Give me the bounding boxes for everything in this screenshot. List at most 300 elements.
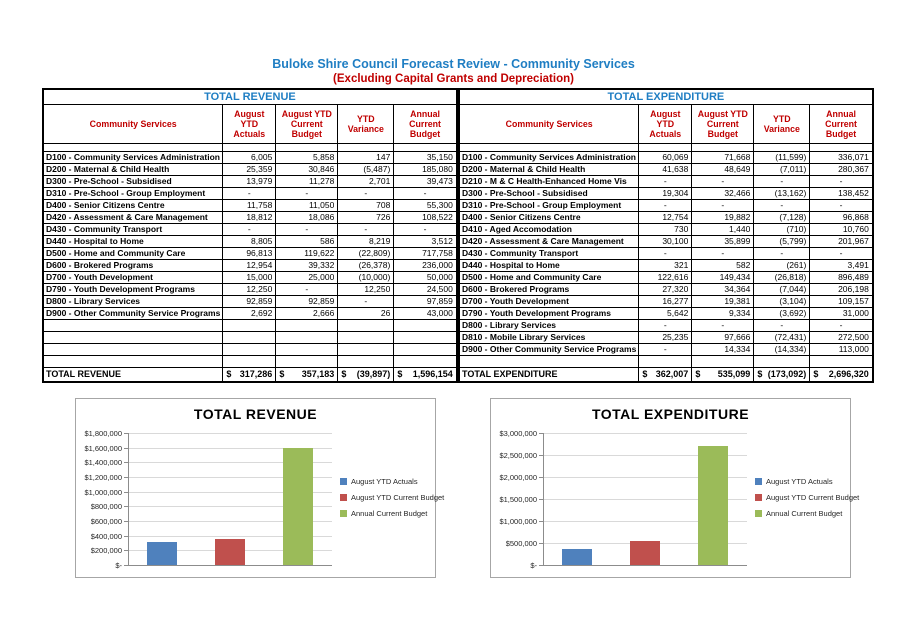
empty-cell bbox=[459, 356, 639, 368]
bar-august-ytd-current-budget bbox=[630, 541, 660, 565]
value-cell: 272,500 bbox=[810, 332, 873, 344]
value-cell: - bbox=[692, 320, 754, 332]
y-axis-tick-label: $800,000 bbox=[90, 502, 122, 512]
section-title-row bbox=[459, 89, 873, 105]
value-cell: 14,334 bbox=[692, 344, 754, 356]
table-row bbox=[459, 308, 873, 320]
spacer-cell bbox=[692, 144, 754, 152]
spacer-cell bbox=[754, 144, 810, 152]
column-header: Community Services bbox=[459, 105, 639, 144]
empty-row bbox=[43, 356, 457, 368]
value-cell: 35,150 bbox=[394, 152, 457, 164]
gridline bbox=[128, 433, 332, 434]
section-title-row bbox=[43, 89, 457, 105]
value-cell: - bbox=[639, 248, 692, 260]
value-cell: 122,616 bbox=[639, 272, 692, 284]
spacer-row bbox=[43, 144, 457, 152]
value-cell: 9,334 bbox=[692, 308, 754, 320]
row-label: D430 - Community Transport bbox=[459, 248, 639, 260]
value-cell: 26 bbox=[338, 308, 394, 320]
value-cell: 3,512 bbox=[394, 236, 457, 248]
empty-cell bbox=[43, 332, 223, 344]
empty-row bbox=[459, 356, 873, 368]
empty-cell bbox=[276, 344, 338, 356]
value-cell: 896,489 bbox=[810, 272, 873, 284]
value-cell: 108,522 bbox=[394, 212, 457, 224]
table-row bbox=[459, 260, 873, 272]
value-cell: 119,622 bbox=[276, 248, 338, 260]
table-row bbox=[43, 152, 457, 164]
row-label: D440 - Hospital to Home bbox=[459, 260, 639, 272]
total-value-cell bbox=[223, 368, 276, 383]
row-label: D790 - Youth Development Programs bbox=[43, 284, 223, 296]
empty-cell bbox=[276, 332, 338, 344]
empty-cell bbox=[223, 320, 276, 332]
value-cell: 16,277 bbox=[639, 296, 692, 308]
table-row bbox=[459, 200, 873, 212]
column-header: YTD Variance bbox=[754, 105, 810, 144]
empty-cell bbox=[394, 320, 457, 332]
row-label: D800 - Library Services bbox=[43, 296, 223, 308]
table-row bbox=[43, 200, 457, 212]
value-cell: 6,005 bbox=[223, 152, 276, 164]
empty-cell bbox=[338, 320, 394, 332]
row-label: D600 - Brokered Programs bbox=[459, 284, 639, 296]
legend-item bbox=[340, 477, 444, 486]
bar-august-ytd-actuals bbox=[562, 549, 592, 565]
value-cell: 19,304 bbox=[639, 188, 692, 200]
currency-symbol: $ bbox=[695, 369, 701, 379]
value-cell: - bbox=[692, 176, 754, 188]
table-row bbox=[459, 152, 873, 164]
table-row bbox=[43, 224, 457, 236]
table-row bbox=[459, 320, 873, 332]
table-row bbox=[459, 272, 873, 284]
value-cell: (261) bbox=[754, 260, 810, 272]
value-cell: (7,044) bbox=[754, 284, 810, 296]
table-row bbox=[459, 344, 873, 356]
expenditure-table bbox=[458, 88, 874, 383]
empty-cell bbox=[338, 356, 394, 368]
value-cell: - bbox=[394, 224, 457, 236]
table-row bbox=[459, 188, 873, 200]
spacer-cell bbox=[43, 144, 223, 152]
bar-august-ytd-current-budget bbox=[215, 539, 245, 565]
empty-cell bbox=[338, 332, 394, 344]
value-cell: (7,011) bbox=[754, 164, 810, 176]
value-cell: - bbox=[639, 176, 692, 188]
empty-cell bbox=[394, 332, 457, 344]
value-cell: 206,198 bbox=[810, 284, 873, 296]
value-cell: 280,367 bbox=[810, 164, 873, 176]
value-cell: 30,846 bbox=[276, 164, 338, 176]
y-axis-tick-label: $600,000 bbox=[90, 517, 122, 526]
value-cell: 12,754 bbox=[639, 212, 692, 224]
row-label: D440 - Hospital to Home bbox=[43, 236, 223, 248]
row-label: D420 - Assessment & Care Management bbox=[459, 236, 639, 248]
report-title: Buloke Shire Council Forecast Review - Community Services bbox=[272, 57, 635, 71]
legend-label: August YTD Current Budget bbox=[351, 492, 445, 502]
value-cell: 336,071 bbox=[810, 152, 873, 164]
value-cell: - bbox=[223, 224, 276, 236]
value-cell: 55,300 bbox=[394, 200, 457, 212]
table-row bbox=[43, 164, 457, 176]
column-header: August YTD Current Budget bbox=[276, 105, 338, 144]
empty-cell bbox=[338, 344, 394, 356]
value-cell: 8,219 bbox=[338, 236, 394, 248]
y-axis-tick-label: $- bbox=[530, 561, 537, 570]
empty-row bbox=[43, 332, 457, 344]
section-title: TOTAL REVENUE bbox=[43, 89, 457, 105]
total-label: TOTAL EXPENDITURE bbox=[459, 368, 639, 383]
value-cell: 27,320 bbox=[639, 284, 692, 296]
value-cell: 1,440 bbox=[692, 224, 754, 236]
table-row bbox=[459, 248, 873, 260]
empty-cell bbox=[639, 356, 692, 368]
value-cell: (710) bbox=[754, 224, 810, 236]
total-value: 317,286 bbox=[239, 369, 273, 379]
currency-symbol: $ bbox=[757, 369, 763, 379]
y-axis-tick-label: $500,000 bbox=[505, 539, 537, 548]
spacer-cell bbox=[223, 144, 276, 152]
revenue-chart bbox=[75, 398, 445, 578]
value-cell: 3,491 bbox=[810, 260, 873, 272]
value-cell: 24,500 bbox=[394, 284, 457, 296]
empty-cell bbox=[276, 356, 338, 368]
currency-symbol: $ bbox=[642, 369, 648, 379]
empty-cell bbox=[223, 344, 276, 356]
legend-label: August YTD Current Budget bbox=[766, 492, 860, 502]
spacer-cell bbox=[394, 144, 457, 152]
table-row bbox=[43, 308, 457, 320]
expenditure-chart bbox=[490, 398, 860, 578]
value-cell: - bbox=[394, 188, 457, 200]
value-cell: 71,668 bbox=[692, 152, 754, 164]
value-cell: 708 bbox=[338, 200, 394, 212]
value-cell: 586 bbox=[276, 236, 338, 248]
value-cell: - bbox=[810, 200, 873, 212]
table-row bbox=[459, 284, 873, 296]
total-value-cell bbox=[639, 368, 692, 383]
row-label: D310 - Pre-School - Group Employment bbox=[459, 200, 639, 212]
value-cell: 25,000 bbox=[276, 272, 338, 284]
y-axis-tick-label: $2,500,000 bbox=[499, 451, 537, 460]
row-label: D200 - Maternal & Child Health bbox=[43, 164, 223, 176]
row-label: D100 - Community Services Administration bbox=[43, 152, 223, 164]
value-cell: - bbox=[639, 320, 692, 332]
value-cell: 12,250 bbox=[223, 284, 276, 296]
value-cell: 18,086 bbox=[276, 212, 338, 224]
table-row bbox=[459, 296, 873, 308]
table-row bbox=[459, 236, 873, 248]
section-title: TOTAL EXPENDITURE bbox=[459, 89, 873, 105]
gridline bbox=[543, 433, 747, 434]
chart-legend bbox=[340, 477, 444, 518]
y-axis-tick-label: $3,000,000 bbox=[499, 429, 537, 438]
empty-cell bbox=[394, 344, 457, 356]
table-row bbox=[43, 248, 457, 260]
total-value: 1,596,154 bbox=[412, 369, 453, 379]
currency-symbol: $ bbox=[226, 369, 232, 379]
y-axis-line bbox=[543, 433, 544, 565]
value-cell: - bbox=[754, 320, 810, 332]
y-axis-tick-label: $1,600,000 bbox=[84, 443, 122, 453]
table-row bbox=[459, 176, 873, 188]
x-axis-line bbox=[128, 565, 332, 566]
table-row bbox=[459, 224, 873, 236]
value-cell: 50,000 bbox=[394, 272, 457, 284]
value-cell: (3,692) bbox=[754, 308, 810, 320]
y-axis-tick-label: $1,200,000 bbox=[84, 473, 122, 482]
table-row bbox=[459, 164, 873, 176]
value-cell: (26,818) bbox=[754, 272, 810, 284]
table-row bbox=[459, 212, 873, 224]
value-cell: 730 bbox=[639, 224, 692, 236]
spacer-cell bbox=[338, 144, 394, 152]
empty-cell bbox=[692, 356, 754, 368]
row-label: D420 - Assessment & Care Management bbox=[43, 212, 223, 224]
row-label: D600 - Brokered Programs bbox=[43, 260, 223, 272]
total-label: TOTAL REVENUE bbox=[43, 368, 223, 383]
legend-label: Annual Current Budget bbox=[351, 508, 428, 518]
value-cell: 19,381 bbox=[692, 296, 754, 308]
y-axis-tick-label: $200,000 bbox=[90, 546, 122, 556]
value-cell: 96,813 bbox=[223, 248, 276, 260]
y-axis-line bbox=[128, 433, 129, 565]
row-label: D700 - Youth Development bbox=[459, 296, 639, 308]
value-cell: 60,069 bbox=[639, 152, 692, 164]
legend-item bbox=[755, 477, 859, 486]
value-cell: - bbox=[276, 188, 338, 200]
empty-cell bbox=[754, 356, 810, 368]
row-label: D900 - Other Community Service Programs bbox=[459, 344, 639, 356]
value-cell: - bbox=[754, 200, 810, 212]
value-cell: - bbox=[692, 248, 754, 260]
value-cell: - bbox=[639, 344, 692, 356]
column-header: Annual Current Budget bbox=[394, 105, 457, 144]
y-axis-tick-label: $1,400,000 bbox=[84, 458, 122, 468]
legend-item bbox=[755, 509, 859, 518]
value-cell: 138,452 bbox=[810, 188, 873, 200]
value-cell: 19,882 bbox=[692, 212, 754, 224]
legend-label: Annual Current Budget bbox=[766, 508, 843, 518]
value-cell: - bbox=[276, 284, 338, 296]
value-cell: - bbox=[338, 188, 394, 200]
chart-title: TOTAL REVENUE bbox=[193, 406, 318, 422]
y-axis-tick-label: $1,500,000 bbox=[499, 495, 537, 504]
legend-marker-icon bbox=[340, 478, 347, 485]
total-value-cell bbox=[810, 368, 873, 383]
total-value: 2,696,320 bbox=[828, 369, 869, 379]
y-axis-tick-label: $1,000,000 bbox=[84, 487, 122, 497]
currency-symbol: $ bbox=[341, 369, 347, 379]
row-label: D200 - Maternal & Child Health bbox=[459, 164, 639, 176]
value-cell: 32,466 bbox=[692, 188, 754, 200]
total-row bbox=[43, 368, 457, 383]
value-cell: 201,967 bbox=[810, 236, 873, 248]
value-cell: (26,378) bbox=[338, 260, 394, 272]
value-cell: 96,868 bbox=[810, 212, 873, 224]
value-cell: 109,157 bbox=[810, 296, 873, 308]
table-row bbox=[43, 176, 457, 188]
spacer-row bbox=[459, 144, 873, 152]
spacer-cell bbox=[276, 144, 338, 152]
header-row bbox=[43, 105, 457, 144]
value-cell: 236,000 bbox=[394, 260, 457, 272]
column-header: August YTD Current Budget bbox=[692, 105, 754, 144]
empty-cell bbox=[223, 356, 276, 368]
value-cell: - bbox=[810, 320, 873, 332]
value-cell: 582 bbox=[692, 260, 754, 272]
column-header: Community Services bbox=[43, 105, 223, 144]
y-axis-tick-label: $1,800,000 bbox=[84, 429, 122, 438]
value-cell: (3,104) bbox=[754, 296, 810, 308]
value-cell: 12,954 bbox=[223, 260, 276, 272]
value-cell: 2,666 bbox=[276, 308, 338, 320]
empty-cell bbox=[43, 356, 223, 368]
legend-marker-icon bbox=[755, 478, 762, 485]
table-row bbox=[43, 284, 457, 296]
total-value: (173,092) bbox=[767, 369, 807, 379]
y-axis-tick-label: $1,000,000 bbox=[499, 517, 537, 526]
value-cell: 39,332 bbox=[276, 260, 338, 272]
value-cell: - bbox=[338, 296, 394, 308]
spacer-cell bbox=[639, 144, 692, 152]
value-cell: 2,692 bbox=[223, 308, 276, 320]
value-cell: 185,080 bbox=[394, 164, 457, 176]
value-cell: - bbox=[223, 188, 276, 200]
x-axis-line bbox=[543, 565, 747, 566]
value-cell: 25,359 bbox=[223, 164, 276, 176]
row-label: D400 - Senior Citizens Centre bbox=[459, 212, 639, 224]
value-cell: 92,859 bbox=[276, 296, 338, 308]
empty-row bbox=[43, 344, 457, 356]
value-cell: - bbox=[276, 224, 338, 236]
empty-cell bbox=[810, 356, 873, 368]
table-row bbox=[43, 212, 457, 224]
value-cell: 35,899 bbox=[692, 236, 754, 248]
row-label: D300 - Pre-School - Subsidised bbox=[43, 176, 223, 188]
total-value-cell bbox=[692, 368, 754, 383]
value-cell: (10,000) bbox=[338, 272, 394, 284]
currency-symbol: $ bbox=[813, 369, 819, 379]
empty-cell bbox=[43, 320, 223, 332]
revenue-table bbox=[42, 88, 458, 383]
value-cell: 8,805 bbox=[223, 236, 276, 248]
value-cell: (5,487) bbox=[338, 164, 394, 176]
value-cell: 43,000 bbox=[394, 308, 457, 320]
total-value: 362,007 bbox=[655, 369, 689, 379]
row-label: D300 - Pre-School - Subsidised bbox=[459, 188, 639, 200]
empty-cell bbox=[223, 332, 276, 344]
value-cell: - bbox=[754, 176, 810, 188]
row-label: D790 - Youth Development Programs bbox=[459, 308, 639, 320]
chart-title: TOTAL EXPENDITURE bbox=[591, 406, 750, 422]
value-cell: (7,128) bbox=[754, 212, 810, 224]
y-axis-tick-label: $400,000 bbox=[90, 531, 122, 541]
column-header: August YTD Actuals bbox=[223, 105, 276, 144]
value-cell: 41,638 bbox=[639, 164, 692, 176]
value-cell: 30,100 bbox=[639, 236, 692, 248]
table-row bbox=[43, 272, 457, 284]
row-label: D100 - Community Services Administration bbox=[459, 152, 639, 164]
total-value-cell bbox=[394, 368, 457, 383]
value-cell: - bbox=[810, 248, 873, 260]
value-cell: 11,758 bbox=[223, 200, 276, 212]
row-label: D410 - Aged Accomodation bbox=[459, 224, 639, 236]
column-header: Annual Current Budget bbox=[810, 105, 873, 144]
chart-legend bbox=[755, 477, 859, 518]
currency-symbol: $ bbox=[279, 369, 285, 379]
row-label: D900 - Other Community Service Programs bbox=[43, 308, 223, 320]
row-label: D310 - Pre-School - Group Employment bbox=[43, 188, 223, 200]
table-row bbox=[43, 188, 457, 200]
value-cell: - bbox=[810, 176, 873, 188]
report-subtitle: (Excluding Capital Grants and Depreciation) bbox=[333, 73, 574, 85]
legend-marker-icon bbox=[340, 494, 347, 501]
total-value-cell bbox=[754, 368, 810, 383]
table-row bbox=[43, 260, 457, 272]
legend-marker-icon bbox=[755, 510, 762, 517]
column-header: YTD Variance bbox=[338, 105, 394, 144]
value-cell: (14,334) bbox=[754, 344, 810, 356]
value-cell: - bbox=[692, 200, 754, 212]
value-cell: (72,431) bbox=[754, 332, 810, 344]
value-cell: 18,812 bbox=[223, 212, 276, 224]
total-value: 357,183 bbox=[301, 369, 335, 379]
value-cell: - bbox=[338, 224, 394, 236]
legend-marker-icon bbox=[340, 510, 347, 517]
legend-label: August YTD Actuals bbox=[351, 476, 418, 486]
value-cell: 11,050 bbox=[276, 200, 338, 212]
empty-cell bbox=[43, 344, 223, 356]
value-cell: 97,859 bbox=[394, 296, 457, 308]
value-cell: 726 bbox=[338, 212, 394, 224]
y-axis-tick-label: $- bbox=[115, 561, 122, 570]
value-cell: (13,162) bbox=[754, 188, 810, 200]
value-cell: 39,473 bbox=[394, 176, 457, 188]
bar-annual-current-budget bbox=[283, 448, 313, 565]
spacer-cell bbox=[810, 144, 873, 152]
empty-cell bbox=[394, 356, 457, 368]
value-cell: 13,979 bbox=[223, 176, 276, 188]
currency-symbol: $ bbox=[397, 369, 403, 379]
row-label: D400 - Senior Citizens Centre bbox=[43, 200, 223, 212]
value-cell: (5,799) bbox=[754, 236, 810, 248]
row-label: D210 - M & C Health-Enhanced Home Vis bbox=[459, 176, 639, 188]
value-cell: 48,649 bbox=[692, 164, 754, 176]
legend-item bbox=[340, 509, 444, 518]
value-cell: 92,859 bbox=[223, 296, 276, 308]
value-cell: 15,000 bbox=[223, 272, 276, 284]
value-cell: 717,758 bbox=[394, 248, 457, 260]
row-label: D800 - Library Services bbox=[459, 320, 639, 332]
total-value: (39,897) bbox=[356, 369, 391, 379]
value-cell: 11,278 bbox=[276, 176, 338, 188]
value-cell: 25,235 bbox=[639, 332, 692, 344]
legend-item bbox=[340, 493, 444, 502]
column-header: August YTD Actuals bbox=[639, 105, 692, 144]
legend-item bbox=[755, 493, 859, 502]
total-value: 535,099 bbox=[717, 369, 751, 379]
value-cell: 10,760 bbox=[810, 224, 873, 236]
value-cell: - bbox=[754, 248, 810, 260]
value-cell: 31,000 bbox=[810, 308, 873, 320]
empty-row bbox=[43, 320, 457, 332]
value-cell: - bbox=[639, 200, 692, 212]
value-cell: 113,000 bbox=[810, 344, 873, 356]
value-cell: 97,666 bbox=[692, 332, 754, 344]
